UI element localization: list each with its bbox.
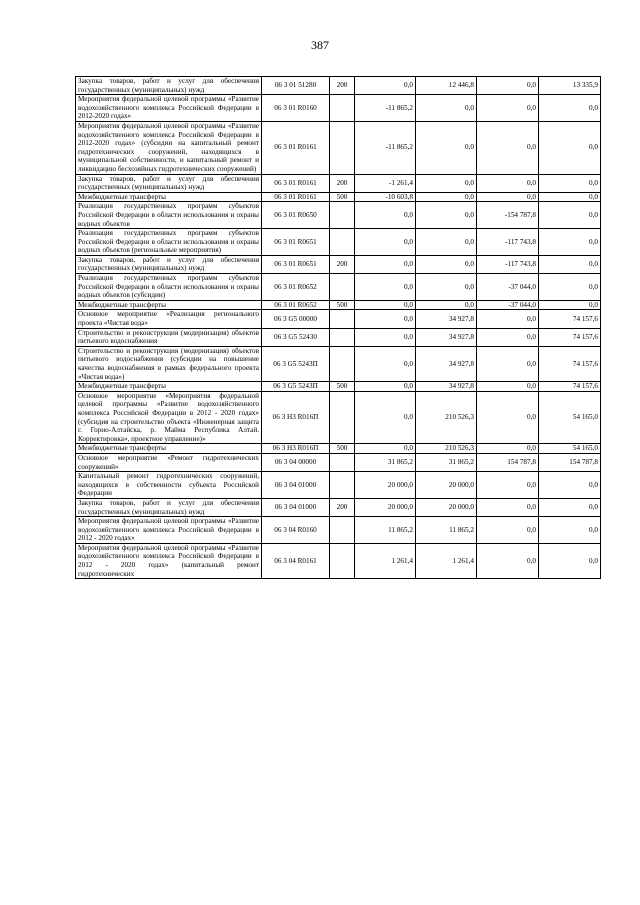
amount-3: 154 787,8 [477,453,539,471]
amount-1: 1 261,4 [355,543,416,578]
target-article-code: 06 3 Н3 R016П [262,444,330,454]
amount-4: 74 157,6 [539,382,601,392]
target-article-code: 06 3 04 00000 [262,453,330,471]
amount-4: 0,0 [539,255,601,273]
item-name: Реализация государственных программ субъектов Российской Федерации в области использования и охраны водных объектов [76,202,262,229]
target-article-code: 06 3 01 R0651 [262,255,330,273]
budget-table-body [76,77,601,579]
amount-2: 0,0 [416,229,477,256]
amount-1: 0,0 [355,346,416,381]
expense-type-code [330,453,355,471]
table-row [76,391,601,444]
amount-3: 0,0 [477,391,539,444]
amount-2: 34 927,8 [416,346,477,381]
amount-3: -37 044,0 [477,300,539,310]
amount-2: 0,0 [416,121,477,174]
amount-4: 0,0 [539,300,601,310]
table-row [76,444,601,454]
amount-4: 0,0 [539,517,601,544]
expense-type-code: 200 [330,255,355,273]
amount-3: 0,0 [477,444,539,454]
target-article-code: 06 3 04 01000 [262,498,330,516]
amount-4: 0,0 [539,543,601,578]
target-article-code: 06 3 04 01000 [262,472,330,499]
target-article-code: 06 3 01 R0161 [262,192,330,202]
expense-type-code [330,543,355,578]
amount-4: 154 787,8 [539,453,601,471]
target-article-code: 06 3 01 R0161 [262,174,330,192]
target-article-code: 06 3 01 51280 [262,77,330,95]
expense-type-code: 500 [330,300,355,310]
item-name: Реализация государственных программ субъектов Российской Федерации в области использования и охраны водных объектов (региональные мероприятия) [76,229,262,256]
amount-1: -11 865,2 [355,95,416,122]
amount-2: 0,0 [416,174,477,192]
item-name: Мероприятия федеральной целевой программы «Развитие водохозяйственного комплекса Российской Федерации в 2012 - 2020 годах» [76,517,262,544]
amount-2: 0,0 [416,192,477,202]
item-name: Мероприятия федеральной целевой программы «Развитие водохозяйственного комплекса Российской Федерации в 2012-2020 годах» (субсидии на капитальный ремонт гидротехнических сооружений, находящихся в муниципальной собственности, и капитальный ремонт и ликвидацию бесхозяйных гидротехнических сооружений) [76,121,262,174]
amount-2: 0,0 [416,255,477,273]
amount-2: 34 927,8 [416,382,477,392]
expense-type-code [330,472,355,499]
amount-3: 0,0 [477,517,539,544]
table-row [76,346,601,381]
amount-3: 0,0 [477,328,539,346]
item-name: Капитальный ремонт гидротехнических сооружений, находящихся в собственности субъекта Российской Федерации [76,472,262,499]
item-name: Мероприятия федеральной целевой программы «Развитие водохозяйственного комплекса Российской Федерации в 2012 - 2020 годах» (капитальный ремонт гидротехнических [76,543,262,578]
target-article-code: 06 3 04 R0160 [262,517,330,544]
amount-4: 0,0 [539,174,601,192]
amount-1: 20 000,0 [355,472,416,499]
budget-table [75,76,601,579]
expense-type-code: 500 [330,192,355,202]
amount-4: 0,0 [539,274,601,301]
target-article-code: 06 3 01 R0652 [262,274,330,301]
table-row [76,192,601,202]
amount-1: 0,0 [355,382,416,392]
target-article-code: 06 3 04 R0161 [262,543,330,578]
table-row [76,77,601,95]
amount-1: 0,0 [355,300,416,310]
table-row [76,121,601,174]
amount-3: 0,0 [477,121,539,174]
table-row [76,300,601,310]
item-name: Строительство и реконструкция (модернизация) объектов питьевого водоснабжения (субсидии на повышение качества водоснабжения в рамках федерального проекта «Чистая вода») [76,346,262,381]
amount-1: 0,0 [355,229,416,256]
target-article-code: 06 3 01 R0160 [262,95,330,122]
item-name: Закупка товаров, работ и услуг для обеспечения государственных (муниципальных) нужд [76,174,262,192]
amount-2: 0,0 [416,300,477,310]
amount-4: 74 157,6 [539,346,601,381]
amount-3: 0,0 [477,382,539,392]
amount-2: 210 526,3 [416,444,477,454]
table-row [76,472,601,499]
amount-3: 0,0 [477,498,539,516]
expense-type-code [330,346,355,381]
table-row [76,229,601,256]
expense-type-code [330,95,355,122]
expense-type-code [330,328,355,346]
amount-3: 0,0 [477,346,539,381]
target-article-code: 06 3 Н3 R016П [262,391,330,444]
amount-1: 0,0 [355,274,416,301]
expense-type-code [330,517,355,544]
amount-1: 20 000,0 [355,498,416,516]
item-name: Мероприятия федеральной целевой программы «Развитие водохозяйственного комплекса Российской Федерации в 2012-2020 годах» [76,95,262,122]
expense-type-code [330,274,355,301]
amount-2: 20 000,0 [416,498,477,516]
amount-1: 31 865,2 [355,453,416,471]
amount-1: 0,0 [355,310,416,328]
expense-type-code [330,229,355,256]
table-row [76,95,601,122]
table-row [76,174,601,192]
table-row [76,328,601,346]
amount-3: 0,0 [477,192,539,202]
amount-2: 1 261,4 [416,543,477,578]
item-name: Межбюджетные трансферты [76,300,262,310]
amount-2: 31 865,2 [416,453,477,471]
amount-2: 12 446,8 [416,77,477,95]
amount-3: 0,0 [477,543,539,578]
amount-4: 54 165,0 [539,391,601,444]
expense-type-code: 200 [330,174,355,192]
item-name: Строительство и реконструкция (модернизация) объектов питьевого водоснабжения [76,328,262,346]
amount-4: 0,0 [539,121,601,174]
target-article-code: 06 3 G5 5243П [262,346,330,381]
amount-3: 0,0 [477,174,539,192]
amount-1: 0,0 [355,77,416,95]
expense-type-code [330,310,355,328]
table-row [76,498,601,516]
amount-4: 0,0 [539,192,601,202]
amount-3: 0,0 [477,310,539,328]
table-row [76,274,601,301]
amount-1: -1 261,4 [355,174,416,192]
amount-3: 0,0 [477,472,539,499]
amount-2: 0,0 [416,202,477,229]
item-name: Межбюджетные трансферты [76,192,262,202]
amount-1: 0,0 [355,328,416,346]
amount-2: 11 865,2 [416,517,477,544]
amount-1: 0,0 [355,202,416,229]
amount-1: -11 865,2 [355,121,416,174]
amount-1: 11 865,2 [355,517,416,544]
item-name: Реализация государственных программ субъектов Российской Федерации в области использования и охраны водных объектов (субсидии) [76,274,262,301]
expense-type-code [330,121,355,174]
expense-type-code [330,202,355,229]
amount-2: 34 927,8 [416,310,477,328]
target-article-code: 06 3 G5 5243П [262,382,330,392]
item-name: Основное мероприятие «Реализация регионального проекта «Чистая вода» [76,310,262,328]
amount-2: 20 000,0 [416,472,477,499]
table-row [76,382,601,392]
amount-4: 13 335,9 [539,77,601,95]
amount-4: 0,0 [539,472,601,499]
item-name: Закупка товаров, работ и услуг для обеспечения государственных (муниципальных) нужд [76,255,262,273]
amount-2: 0,0 [416,95,477,122]
amount-4: 0,0 [539,95,601,122]
table-row [76,543,601,578]
amount-4: 0,0 [539,202,601,229]
amount-4: 74 157,6 [539,310,601,328]
target-article-code: 06 3 01 R0651 [262,229,330,256]
target-article-code: 06 3 01 R0161 [262,121,330,174]
target-article-code: 06 3 G5 00000 [262,310,330,328]
amount-3: -117 743,8 [477,255,539,273]
table-row [76,453,601,471]
amount-4: 74 157,6 [539,328,601,346]
amount-2: 210 526,3 [416,391,477,444]
expense-type-code: 200 [330,77,355,95]
target-article-code: 06 3 01 R0650 [262,202,330,229]
target-article-code: 06 3 01 R0652 [262,300,330,310]
table-row [76,255,601,273]
amount-3: -37 044,0 [477,274,539,301]
amount-4: 0,0 [539,498,601,516]
amount-4: 0,0 [539,229,601,256]
item-name: Межбюджетные трансферты [76,382,262,392]
item-name: Основное мероприятие «Мероприятия федеральной целевой программы «Развитие водохозяйственного комплекса Российской Федерации в 2012 - 2020 годах» (субсидия на строительство объекта «Инженерная защита г. Горно-Алтайска, р. Майма Республика Алтай. Корректировка», проектное управление)» [76,391,262,444]
amount-1: -10 603,8 [355,192,416,202]
table-row [76,517,601,544]
table-row [76,202,601,229]
item-name: Закупка товаров, работ и услуг для обеспечения государственных (муниципальных) нужд [76,498,262,516]
item-name: Основное мероприятие «Ремонт гидротехнических сооружений» [76,453,262,471]
expense-type-code: 500 [330,382,355,392]
amount-4: 54 165,0 [539,444,601,454]
table-row [76,310,601,328]
amount-2: 34 927,8 [416,328,477,346]
expense-type-code [330,391,355,444]
expense-type-code: 500 [330,444,355,454]
item-name: Межбюджетные трансферты [76,444,262,454]
amount-3: 0,0 [477,77,539,95]
amount-3: -154 787,8 [477,202,539,229]
amount-2: 0,0 [416,274,477,301]
item-name: Закупка товаров, работ и услуг для обеспечения государственных (муниципальных) нужд [76,77,262,95]
amount-1: 0,0 [355,255,416,273]
amount-3: -117 743,8 [477,229,539,256]
amount-3: 0,0 [477,95,539,122]
page-number: 387 [311,38,329,52]
amount-1: 0,0 [355,444,416,454]
expense-type-code: 200 [330,498,355,516]
amount-1: 0,0 [355,391,416,444]
target-article-code: 06 3 G5 52430 [262,328,330,346]
